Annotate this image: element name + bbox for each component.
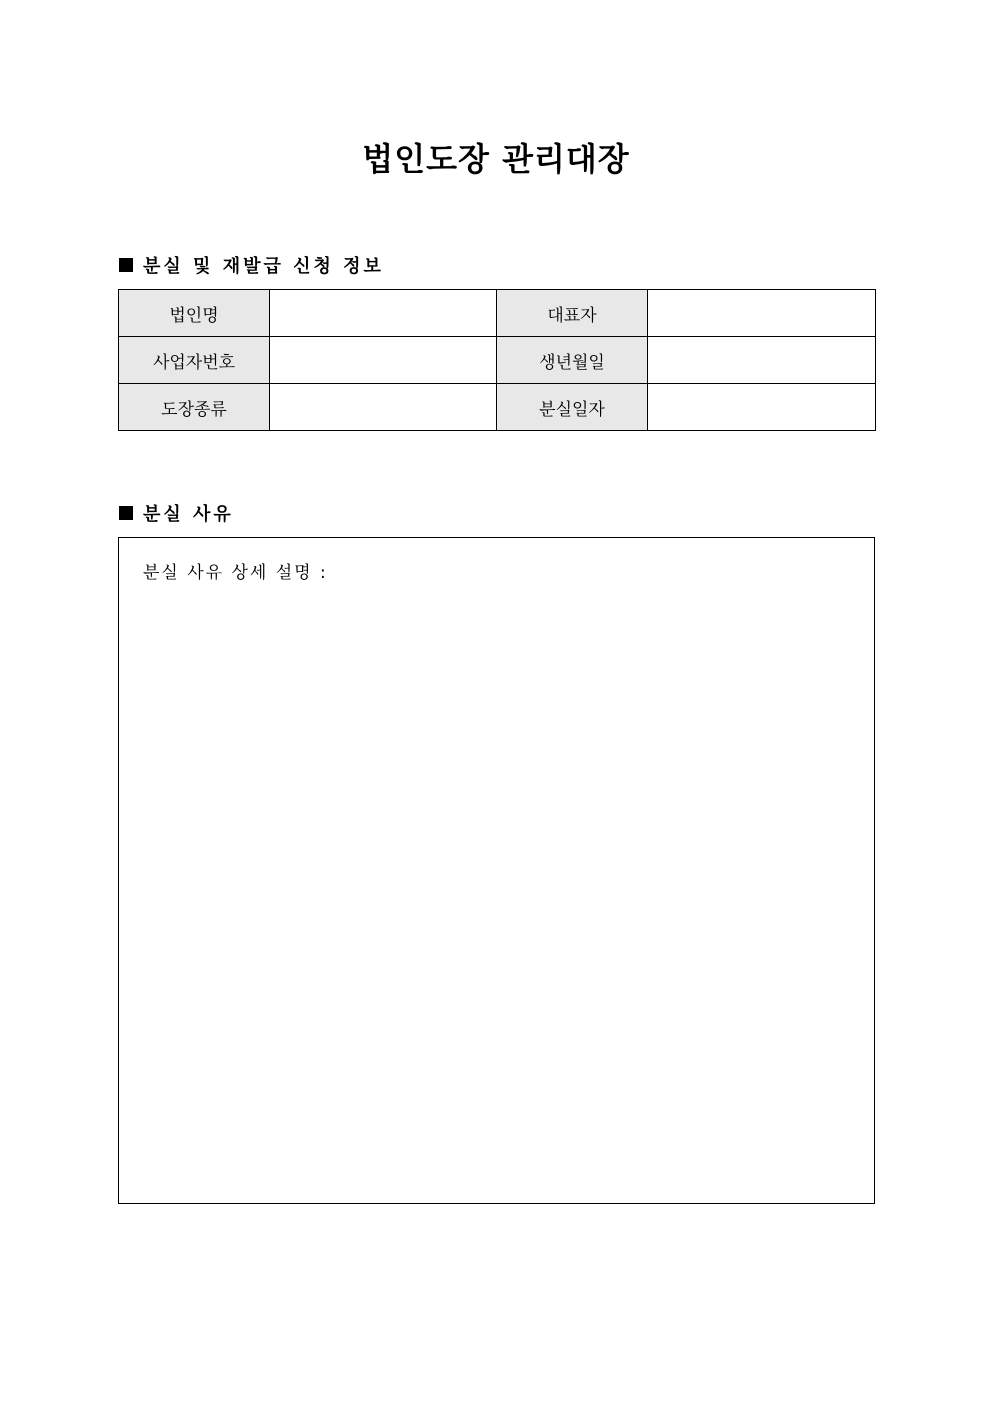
section-heading-label: 분실 사유 <box>143 504 234 525</box>
seal-type-label: 도장종류 <box>119 384 270 431</box>
section-heading-loss-reason <box>119 500 234 526</box>
birth-date-label: 생년월일 <box>497 337 648 384</box>
corporation-name-field[interactable] <box>270 290 497 337</box>
corporation-name-label: 법인명 <box>119 290 270 337</box>
representative-field[interactable] <box>648 290 876 337</box>
seal-type-field[interactable] <box>270 384 497 431</box>
black-square-icon <box>119 258 133 272</box>
application-info-table <box>118 289 876 431</box>
birth-date-field[interactable] <box>648 337 876 384</box>
section-heading-label: 분실 및 재발급 신청 정보 <box>143 256 384 277</box>
page-title: 법인도장 관리대장 <box>362 140 630 178</box>
loss-date-field[interactable] <box>648 384 876 431</box>
business-number-field[interactable] <box>270 337 497 384</box>
loss-date-label: 분실일자 <box>497 384 648 431</box>
representative-label: 대표자 <box>497 290 648 337</box>
table-row <box>119 384 876 431</box>
black-square-icon <box>119 506 133 520</box>
table-row <box>119 337 876 384</box>
business-number-label: 사업자번호 <box>119 337 270 384</box>
table-row <box>119 290 876 337</box>
section-heading-application-info <box>119 252 384 278</box>
loss-reason-box[interactable] <box>118 537 875 1204</box>
loss-reason-detail-label: 분실 사유 상세 설명 : <box>143 563 328 583</box>
